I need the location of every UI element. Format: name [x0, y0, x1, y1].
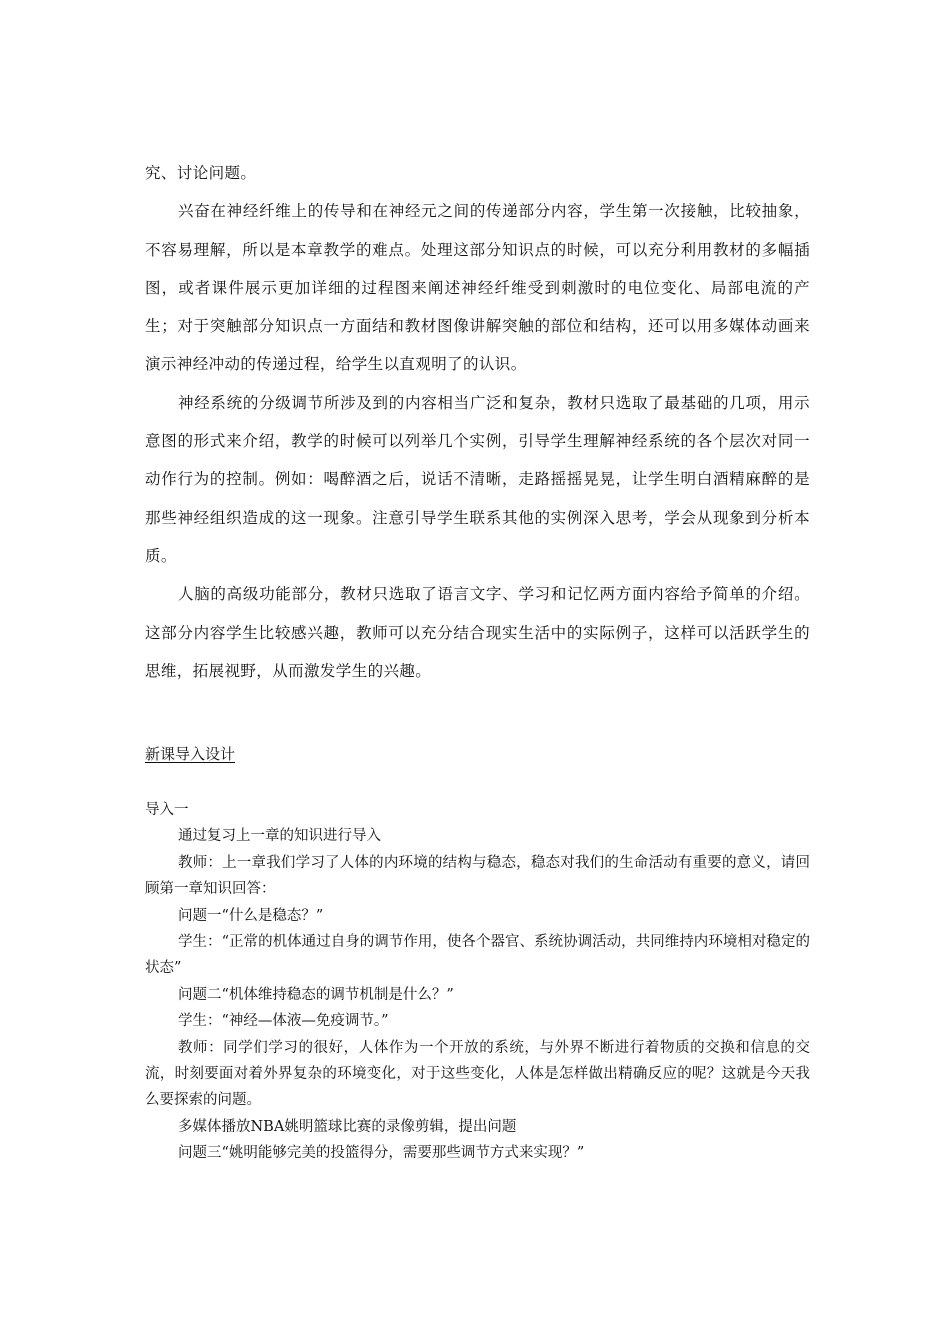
paragraph-continuation: 究、讨论问题。 — [145, 164, 257, 182]
teacher-line-1: 教师：上一章我们学习了人体的内环境的结构与稳态，稳态对我们的生命活动有重要的意义，请回顾第一章知识回答： — [145, 854, 810, 898]
intro-label: 导入一 — [145, 802, 189, 818]
teacher-line-2: 教师：同学们学习的很好，人体作为一个开放的系统，与外界不断进行着物质的交换和信息的交流，时刻要面对着外界复杂的环境变化，对于这些变化，人体是怎样做出精确反应的呢？这就是今天我么要探索的问题。 — [145, 1039, 810, 1109]
intro-design-block — [145, 797, 810, 1167]
intro-method: 通过复习上一章的知识进行导入 — [178, 828, 381, 845]
student-answer-2: 学生：“神经—体液—免疫调节。” — [178, 1013, 389, 1030]
section-heading: 新课导入设计 — [145, 745, 236, 763]
question-2: 问题二“机体维持稳态的调节机制是什么？” — [178, 986, 454, 1003]
multimedia-line: 多媒体播放NBA姚明篮球比赛的录像剪辑，提出问题 — [178, 1118, 517, 1135]
paragraph-higher-brain-function: 人脑的高级功能部分，教材只选取了语言文字、学习和记忆两方面内容给予简单的介绍。这部分内容学生比较感兴趣，教师可以充分结合现实生活中的实际例子，这样可以活跃学生的思维，拓展视野，从而激发学生的兴趣。 — [145, 585, 810, 680]
question-1: 问题一“什么是稳态？” — [178, 907, 324, 924]
student-answer-1: 学生：“正常的机体通过自身的调节作用，使各个器官、系统协调活动，共同维持内环境相对稳定的状态” — [145, 934, 810, 977]
question-3: 问题三“姚明能够完美的投篮得分，需要那些调节方式来实现？” — [178, 1145, 585, 1162]
paragraph-neural-conduction: 兴奋在神经纤维上的传导和在神经元之间的传递部分内容，学生第一次接触，比较抽象，不容易理解，所以是本章教学的难点。处理这部分知识点的时候，可以充分利用教材的多幅插图，或者课件展示更加详细的过程图来阐述神经纤维受到刺激时的电位变化、局部电流的产生；对于突触部分知识点一方面结和教材图像讲解突触的部位和结构，还可以用多媒体动画来演示神经冲动的传递过程，给学生以直观明了的认识。 — [145, 202, 810, 374]
paragraph-hierarchical-regulation: 神经系统的分级调节所涉及到的内容相当广泛和复杂，教材只选取了最基础的几项，用示意图的形式来介绍，教学的时候可以列举几个实例，引导学生理解神经系统的各个层次对同一动作行为的控制。例如：喝醉酒之后，说话不清晰，走路摇摇晃晃，让学生明白酒精麻醉的是那些神经组织造成的这一现象。注意引导学生联系其他的实例深入思考，学会从现象到分析本质。 — [145, 393, 810, 565]
body-text-block — [145, 154, 810, 690]
